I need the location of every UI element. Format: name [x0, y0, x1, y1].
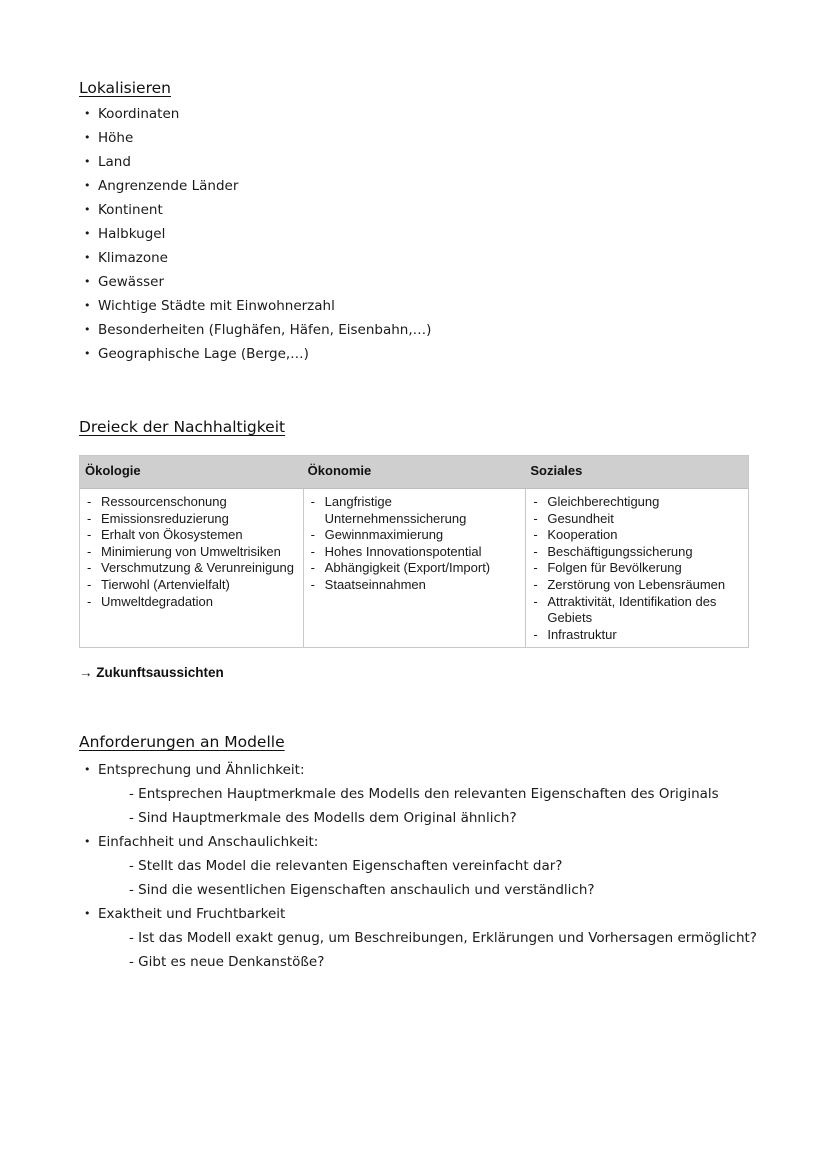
- modelle-list: [79, 758, 757, 974]
- nachhaltigkeit-table: [79, 455, 749, 648]
- section-title-lokalisieren: Lokalisieren: [79, 79, 171, 97]
- list-item: • Gewässer: [79, 270, 431, 294]
- sub-item: - Ist das Modell exakt genug, um Beschreibungen, Erklärungen und Vorhersagen ermöglicht?: [129, 930, 757, 946]
- list-item: - Folgen für Bevölkerung: [533, 560, 682, 576]
- list-item: • Höhe: [79, 126, 431, 150]
- list-item: - Ressourcenschonung: [87, 494, 227, 509]
- list-item: - Attraktivität, Identifikation des Gebiets: [533, 593, 717, 626]
- list-item: • Einfachheit und Anschaulichkeit: - Stellt das Model die relevanten Eigenschaften vereinfacht dar? - Sind die wesentlichen Eigenschaften anschaulich und verständlich?: [79, 830, 757, 902]
- list-item: - Kooperation: [533, 527, 618, 543]
- list-item: • Angrenzende Länder: [79, 174, 431, 198]
- list-item: - Gesundheit: [533, 510, 614, 526]
- bullet-icon: •: [84, 835, 91, 848]
- bullet-icon: •: [84, 299, 91, 312]
- zukunftsaussichten-note: → Zukunftsaussichten: [79, 665, 224, 680]
- list-item: - Gleichberechtigung: [533, 494, 660, 509]
- list-item: - Minimierung von Umweltrisiken: [87, 543, 281, 559]
- section-title-modelle: Anforderungen an Modelle: [79, 733, 285, 751]
- bullet-icon: •: [84, 907, 91, 920]
- lokalisieren-list: [79, 102, 431, 366]
- bullet-icon: •: [84, 323, 91, 336]
- list-item: - Hohes Innovationspotential: [310, 543, 482, 559]
- sub-item: - Stellt das Model die relevanten Eigenschaften vereinfacht dar?: [129, 858, 563, 874]
- list-item: - Beschäftigungssicherung: [533, 543, 693, 559]
- bullet-icon: •: [84, 107, 91, 120]
- list-item: • Exaktheit und Fruchtbarkeit - Ist das Modell exakt genug, um Beschreibungen, Erklärungen und Vorhersagen ermöglicht? - Gibt es neue Denkanstöße?: [79, 902, 757, 974]
- sub-item: - Entsprechen Hauptmerkmale des Modells den relevanten Eigenschaften des Originals: [129, 786, 719, 802]
- list-item: • Koordinaten: [79, 102, 431, 126]
- sub-item: - Sind die wesentlichen Eigenschaften anschaulich und verständlich?: [129, 882, 595, 898]
- list-item: - Umweltdegradation: [87, 593, 214, 609]
- bullet-icon: •: [84, 763, 91, 776]
- table-header-oekonomie: Ökonomie: [307, 463, 372, 478]
- bullet-icon: •: [84, 347, 91, 360]
- bullet-icon: •: [84, 155, 91, 168]
- table-body-row: [80, 489, 748, 648]
- list-item: • Geographische Lage (Berge,…): [79, 342, 431, 366]
- list-item: - Tierwohl (Artenvielfalt): [87, 576, 230, 592]
- table-cell-oekologie: [80, 489, 303, 648]
- table-header-row: [80, 456, 748, 489]
- list-item: - Gewinnmaximierung: [310, 527, 444, 543]
- bullet-icon: •: [84, 251, 91, 264]
- list-item: • Wichtige Städte mit Einwohnerzahl: [79, 294, 431, 318]
- table-cell-oekonomie: [303, 489, 526, 648]
- bullet-icon: •: [84, 203, 91, 216]
- list-item: - Staatseinnahmen: [310, 576, 426, 592]
- list-item: - Infrastruktur: [533, 626, 617, 642]
- sub-item: - Sind Hauptmerkmale des Modells dem Original ähnlich?: [129, 810, 517, 826]
- table-header-oekologie: Ökologie: [85, 463, 141, 478]
- bullet-icon: •: [84, 131, 91, 144]
- section-title-nachhaltigkeit: Dreieck der Nachhaltigkeit: [79, 418, 286, 436]
- bullet-icon: •: [84, 275, 91, 288]
- sub-item: - Gibt es neue Denkanstöße?: [129, 954, 325, 970]
- list-item: - Zerstörung von Lebensräumen: [533, 576, 726, 592]
- table-header-soziales: Soziales: [530, 463, 583, 478]
- list-item: • Kontinent: [79, 198, 431, 222]
- list-item: - Verschmutzung & Verunreinigung: [87, 560, 294, 576]
- list-item: - Langfristige Unternehmenssicherung: [310, 494, 467, 526]
- list-item: - Abhängigkeit (Export/Import): [310, 560, 491, 576]
- table-cell-soziales: [525, 489, 748, 648]
- bullet-icon: •: [84, 179, 91, 192]
- list-item: • Klimazone: [79, 246, 431, 270]
- list-item: - Erhalt von Ökosystemen: [87, 527, 243, 543]
- list-item: • Land: [79, 150, 431, 174]
- list-item: • Besonderheiten (Flughäfen, Häfen, Eisenbahn,…): [79, 318, 431, 342]
- list-item: • Halbkugel: [79, 222, 431, 246]
- bullet-icon: •: [84, 227, 91, 240]
- list-item: - Emissionsreduzierung: [87, 510, 229, 526]
- list-item: • Entsprechung und Ähnlichkeit: - Entsprechen Hauptmerkmale des Modells den relevanten Eigenschaften des Originals - Sind Hauptmerkmale des Modells dem Original ähnlich?: [79, 758, 757, 830]
